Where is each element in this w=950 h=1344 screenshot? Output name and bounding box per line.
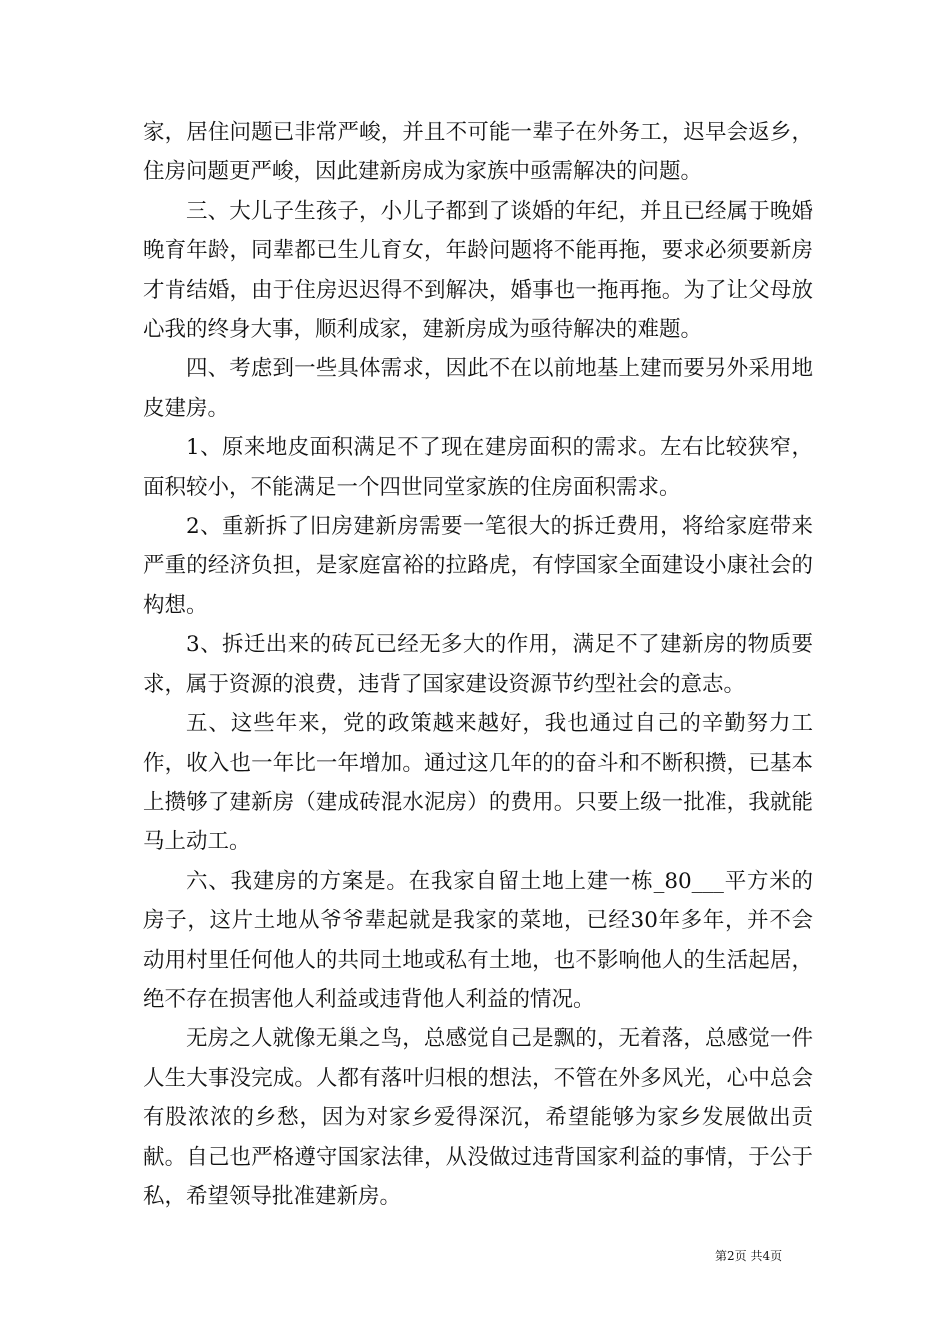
paragraph-9: 无房之人就像无巢之鸟，总感觉自己是飘的，无着落，总感觉一件人生大事没完成。人都有落叶归根的想法，不管在外多风光，心中总会有股浓浓的乡愁，因为对家乡爱得深沉，希望能够为家乡发展做出贡献。自己也严格遵守国家法律，从没做过违背国家利益的事情，于公于私，希望领导批准建新房。	[143, 1026, 813, 1209]
paragraph-3: 四、考虑到一些具体需求，因此不在以前地基上建而要另外采用地皮建房。	[143, 356, 813, 421]
paragraph-1: 家，居住问题已非常严峻，并且不可能一辈子在外务工，迟早会返乡，住房问题更严峻，因此建新房成为家族中亟需解决的问题。	[143, 120, 813, 185]
paragraph-8: 六、我建房的方案是。在我家自留土地上建一栋_80___平方米的房子，这片土地从爷爷辈起就是我家的菜地，已经30年多年，并不会动用村里任何他人的共同土地或私有土地，也不影响他人的生活起居，绝不存在损害他人利益或违背他人利益的情况。	[143, 868, 813, 1012]
paragraph-7: 五、这些年来，党的政策越来越好，我也通过自己的辛勤努力工作，收入也一年比一年增加。通过这几年的的奋斗和不断积攒，已基本上攒够了建新房（建成砖混水泥房）的费用。只要上级一批准，我就能马上动工。	[143, 711, 813, 855]
paragraph-2: 三、大儿子生孩子，小儿子都到了谈婚的年纪，并且已经属于晚婚晚育年龄，同辈都已生儿育女，年龄问题将不能再拖，要求必须要新房才肯结婚，由于住房迟迟得不到解决，婚事也一拖再拖。为了让父母放心我的终身大事，顺利成家，建新房成为亟待解决的难题。	[143, 198, 813, 343]
page-number-footer: 第2页 共4页	[715, 1249, 783, 1263]
document-body	[143, 113, 813, 1216]
paragraph-4: 1、原来地皮面积满足不了现在建房面积的需求。左右比较狭窄，面积较小，不能满足一个四世同堂家族的住房面积需求。	[143, 435, 813, 500]
paragraph-6: 3、拆迁出来的砖瓦已经无多大的作用，满足不了建新房的物质要求，属于资源的浪费，违背了国家建设资源节约型社会的意志。	[143, 632, 813, 697]
paragraph-5: 2、重新拆了旧房建新房需要一笔很大的拆迁费用，将给家庭带来严重的经济负担，是家庭富裕的拉路虎，有悖国家全面建设小康社会的构想。	[143, 514, 813, 618]
